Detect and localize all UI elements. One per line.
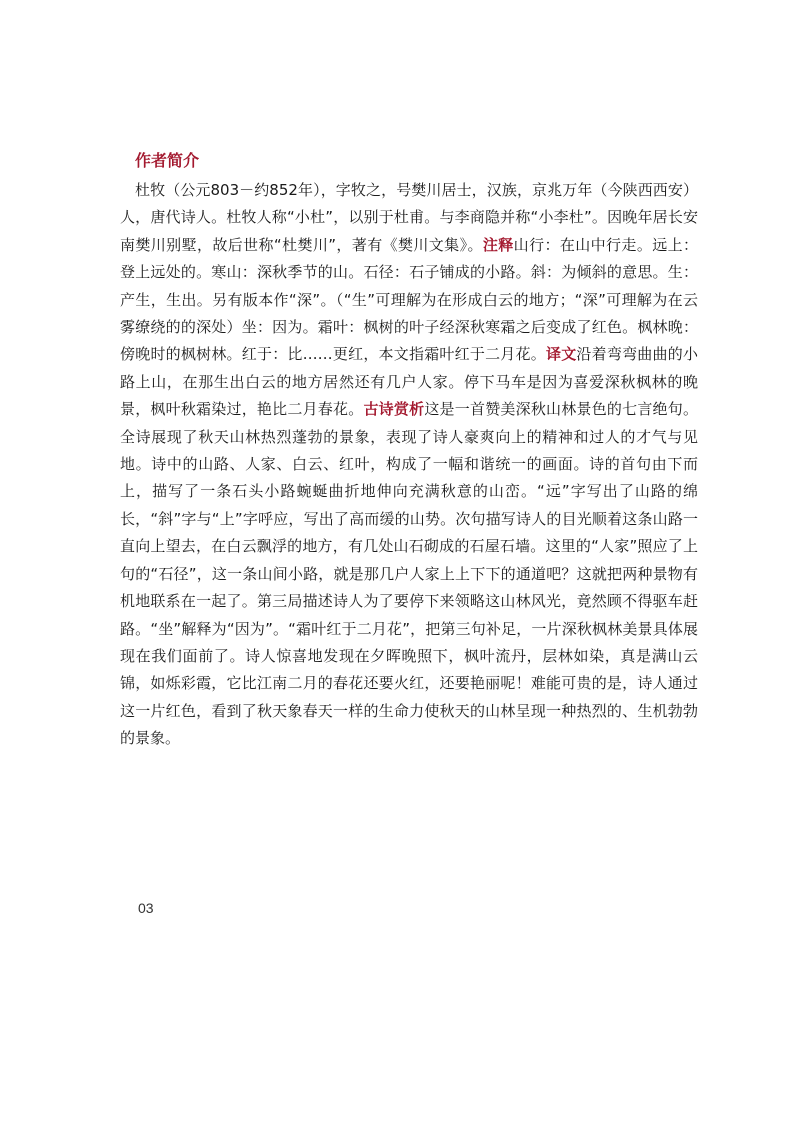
- translation-label: 译文: [545, 345, 577, 364]
- notes-label: 注释: [482, 235, 514, 254]
- translation-text: 沿着弯弯曲曲的小路上山，在那生出白云的地方居然还有几户人家。停下马车是因为喜爱深秋枫林的晚景，枫叶秋霜染过，艳比二月春花。: [120, 345, 698, 419]
- analysis-text: 这是一首赞美深秋山林景色的七言绝句。全诗展现了秋天山林热烈蓬勃的景象，表现了诗人豪爽向上的精神和过人的才气与见地。诗中的山路、人家、白云、红叶，构成了一幅和谐统一的画面。诗的首句由下而上，描写了一条石头小路蜿蜒曲折地伸向充满秋意的山峦。“远”字写出了山路的绵长，“斜”字与“上”字呼应，写出了高而缓的山势。次句描写诗人的目光顺着这条山路一直向上望去，在白云飘浮的地方，有几处山石砌成的石屋石墙。这里的“人家”照应了上句的“石径”，这一条山间小路，就是那几户人家上上下下的通道吧？这就把两种景物有机地联系在一起了。第三局描述诗人为了要停下来领略这山林风光，竟然顾不得驱车赶路。“坐”解释为“因为”。“霜叶红于二月花”，把第三句补足，一片深秋枫林美景具体展现在我们面前了。诗人惊喜地发现在夕晖晚照下，枫叶流丹，层林如染，真是满山云锦，如烁彩霞，它比江南二月的春花还要火红，还要艳丽呢！难能可贵的是，诗人通过这一片红色，看到了秋天象春天一样的生命力使秋天的山林呈现一种热烈的、生机勃勃的景象。: [120, 400, 698, 748]
- body-paragraph: [120, 177, 698, 753]
- page-number: 03: [138, 900, 154, 916]
- analysis-label: 古诗赏析: [363, 400, 425, 419]
- section-title: 作者简介: [135, 151, 200, 170]
- intro-text: 杜牧（公元803－约852年），字牧之，号樊川居士，汉族，京兆万年（今陕西西安）人，唐代诗人。杜牧人称“小杜”，以别于杜甫。与李商隐并称“小李杜”。因晚年居长安南樊川别墅，故后世称“杜樊川”，著有《樊川文集》。: [120, 181, 698, 254]
- notes-text: 山行：在山中行走。远上：登上远处的。寒山：深秋季节的山。石径：石子铺成的小路。斜：为倾斜的意思。生：产生，生出。另有版本作“深”。（“生”可理解为在形成白云的地方；“深”可理解为在云雾缭绕的的深处）坐：因为。霜叶：枫树的叶子经深秋寒霜之后变成了红色。枫林晚：傍晚时的枫树林。红于：比……更红，本文指霜叶红于二月花。: [120, 235, 698, 364]
